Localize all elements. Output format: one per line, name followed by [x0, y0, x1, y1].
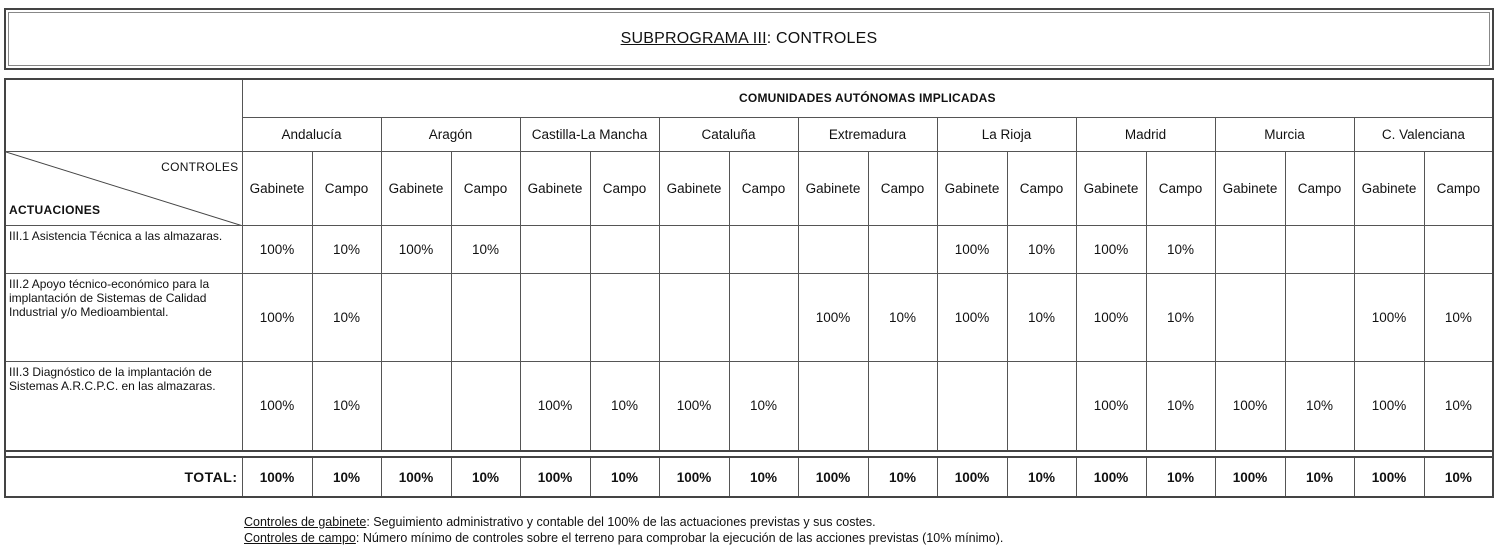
campo-header: Campo: [312, 151, 381, 225]
gabinete-header: Gabinete: [1076, 151, 1146, 225]
gabinete-header: Gabinete: [1215, 151, 1285, 225]
value-cell: [590, 273, 659, 361]
value-cell: 100%: [520, 361, 590, 451]
total-value-cell: 100%: [242, 457, 312, 497]
value-cell: 100%: [242, 273, 312, 361]
region-header: La Rioja: [937, 117, 1076, 151]
gabinete-header: Gabinete: [937, 151, 1007, 225]
value-cell: 10%: [1285, 361, 1354, 451]
value-cell: [381, 273, 451, 361]
actuacion-cell: [5, 225, 242, 273]
table-row: [5, 273, 1493, 361]
region-header: Extremadura: [798, 117, 937, 151]
total-value-cell: 10%: [1007, 457, 1076, 497]
actuacion-number: III.2: [9, 276, 30, 291]
note-text: : Número mínimo de controles sobre el terreno para comprobar la ejecución de las acciones previstas (10% mínimo).: [355, 531, 1004, 545]
campo-header: Campo: [1424, 151, 1493, 225]
total-value-cell: 100%: [520, 457, 590, 497]
value-cell: 100%: [798, 273, 868, 361]
total-value-cell: 10%: [590, 457, 659, 497]
value-cell: [868, 225, 937, 273]
value-cell: 10%: [312, 361, 381, 451]
value-cell: 100%: [1076, 225, 1146, 273]
total-value-cell: 10%: [868, 457, 937, 497]
value-cell: 100%: [242, 225, 312, 273]
actuacion-number: III.1: [9, 228, 30, 243]
value-cell: [1215, 225, 1285, 273]
value-cell: [729, 273, 798, 361]
value-cell: [590, 225, 659, 273]
controles-label: CONTROLES: [161, 159, 239, 174]
total-value-cell: 100%: [1076, 457, 1146, 497]
value-cell: 100%: [1354, 361, 1424, 451]
page-title: [621, 30, 878, 48]
gabinete-header: Gabinete: [381, 151, 451, 225]
value-cell: [659, 225, 729, 273]
value-cell: 100%: [1354, 273, 1424, 361]
total-value-cell: 100%: [798, 457, 868, 497]
value-cell: [1285, 273, 1354, 361]
table-row: [5, 225, 1493, 273]
region-header: Castilla-La Mancha: [520, 117, 659, 151]
value-cell: [659, 273, 729, 361]
region-header: Madrid: [1076, 117, 1215, 151]
value-cell: [1424, 225, 1493, 273]
title-prefix: SUBPROGRAMA III: [620, 30, 767, 47]
notes: [244, 514, 1003, 546]
actuaciones-label: ACTUACIONES: [9, 202, 101, 217]
corner-blank: [5, 79, 242, 151]
value-cell: 10%: [1424, 273, 1493, 361]
value-cell: [381, 361, 451, 451]
table-row: [5, 361, 1493, 451]
gabinete-header: Gabinete: [520, 151, 590, 225]
diagonal-header-cell: [5, 151, 242, 225]
gabinete-header: Gabinete: [242, 151, 312, 225]
note-term: Controles de gabinete: [244, 515, 367, 529]
value-cell: 10%: [1007, 273, 1076, 361]
total-label: TOTAL:: [5, 457, 242, 497]
actuacion-number: III.3: [9, 364, 30, 379]
value-cell: 100%: [1076, 273, 1146, 361]
value-cell: [798, 361, 868, 451]
value-cell: 10%: [729, 361, 798, 451]
value-cell: [520, 273, 590, 361]
campo-header: Campo: [590, 151, 659, 225]
value-cell: [937, 361, 1007, 451]
value-cell: 100%: [1076, 361, 1146, 451]
value-cell: 10%: [1007, 225, 1076, 273]
value-cell: [1354, 225, 1424, 273]
total-value-cell: 10%: [1146, 457, 1215, 497]
total-value-cell: 100%: [381, 457, 451, 497]
actuacion-text: Diagnóstico de la implantación de Sistemas A.R.C.P.C. en las almazaras.: [9, 364, 216, 393]
total-value-cell: 100%: [659, 457, 729, 497]
region-header: Murcia: [1215, 117, 1354, 151]
value-cell: 100%: [1215, 361, 1285, 451]
value-cell: [520, 225, 590, 273]
campo-header: Campo: [1007, 151, 1076, 225]
region-header: Cataluña: [659, 117, 798, 151]
region-header: Aragón: [381, 117, 520, 151]
value-cell: [798, 225, 868, 273]
value-cell: 100%: [381, 225, 451, 273]
value-cell: 100%: [659, 361, 729, 451]
total-value-cell: 10%: [312, 457, 381, 497]
value-cell: 100%: [242, 361, 312, 451]
gabinete-header: Gabinete: [798, 151, 868, 225]
actuacion-text: Asistencia Técnica a las almazaras.: [31, 228, 223, 243]
actuacion-cell: [5, 273, 242, 361]
actuacion-text: Apoyo técnico-económico para la implantación de Sistemas de Calidad Industrial y/o Medioambiental.: [9, 276, 210, 319]
region-header: Andalucía: [242, 117, 381, 151]
total-value-cell: 100%: [937, 457, 1007, 497]
sub-header-row: [5, 151, 1493, 225]
note-campo: [244, 530, 1003, 546]
title-suffix: : CONTROLES: [766, 30, 878, 47]
total-row: [5, 457, 1493, 497]
value-cell: [451, 273, 520, 361]
gabinete-header: Gabinete: [659, 151, 729, 225]
value-cell: [1215, 273, 1285, 361]
campo-header: Campo: [1285, 151, 1354, 225]
note-term: Controles de campo: [244, 531, 356, 545]
total-value-cell: 10%: [729, 457, 798, 497]
value-cell: 10%: [868, 273, 937, 361]
value-cell: 10%: [1424, 361, 1493, 451]
gabinete-header: Gabinete: [1354, 151, 1424, 225]
value-cell: 10%: [1146, 225, 1215, 273]
actuacion-cell: [5, 361, 242, 451]
value-cell: 10%: [590, 361, 659, 451]
note-text: : Seguimiento administrativo y contable del 100% de las actuaciones previstas y sus costes.: [366, 515, 876, 529]
campo-header: Campo: [451, 151, 520, 225]
title-box: [4, 8, 1494, 70]
controls-table: [4, 78, 1494, 498]
value-cell: [1007, 361, 1076, 451]
campo-header: Campo: [1146, 151, 1215, 225]
ccaa-header: COMUNIDADES AUTÓNOMAS IMPLICADAS: [242, 79, 1493, 117]
value-cell: 100%: [937, 225, 1007, 273]
value-cell: [868, 361, 937, 451]
value-cell: [1285, 225, 1354, 273]
value-cell: 10%: [1146, 361, 1215, 451]
value-cell: 10%: [1146, 273, 1215, 361]
value-cell: [451, 361, 520, 451]
value-cell: 10%: [312, 225, 381, 273]
value-cell: 10%: [451, 225, 520, 273]
campo-header: Campo: [729, 151, 798, 225]
total-value-cell: 10%: [1285, 457, 1354, 497]
value-cell: 10%: [312, 273, 381, 361]
campo-header: Campo: [868, 151, 937, 225]
total-value-cell: 10%: [1424, 457, 1493, 497]
total-value-cell: 100%: [1354, 457, 1424, 497]
note-gabinete: [244, 514, 1003, 530]
value-cell: 100%: [937, 273, 1007, 361]
region-header: C. Valenciana: [1354, 117, 1493, 151]
value-cell: [729, 225, 798, 273]
total-value-cell: 100%: [1215, 457, 1285, 497]
total-value-cell: 10%: [451, 457, 520, 497]
